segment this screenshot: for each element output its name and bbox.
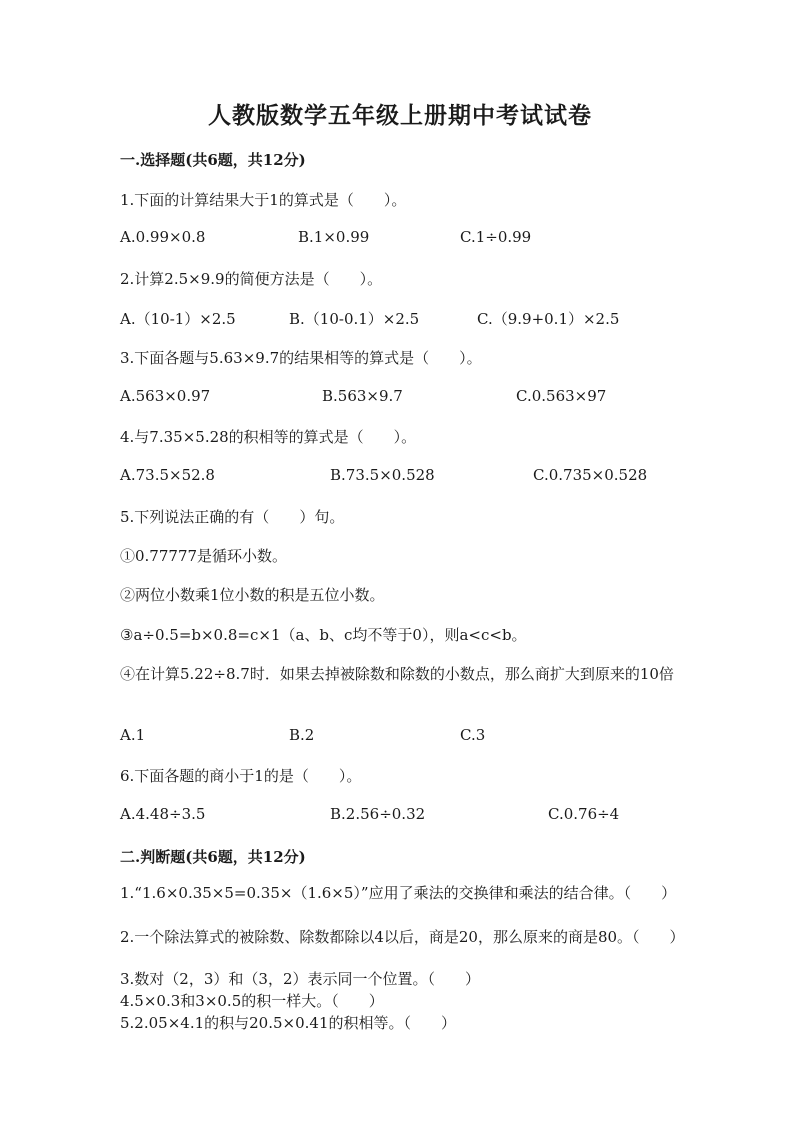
question-2-option-c: C.（9.9+0.1）×2.5: [477, 310, 620, 328]
question-5-statement-2: ②两位小数乘1位小数的积是五位小数。: [120, 586, 385, 604]
question-2: 2.计算2.5×9.9的简便方法是（ ）。: [120, 270, 383, 288]
section-heading-judgment: 二.判断题(共6题，共12分): [120, 848, 306, 866]
section-heading-choice: 一.选择题(共6题，共12分): [120, 151, 306, 169]
question-1: 1.下面的计算结果大于1的算式是（ ）。: [120, 191, 407, 209]
question-3-option-a: A.563×0.97: [120, 387, 211, 405]
question-1-option-a: A.0.99×0.8: [120, 228, 206, 246]
question-5: 5.下列说法正确的有（ ）句。: [120, 508, 345, 526]
question-6-option-b: B.2.56÷0.32: [330, 805, 426, 823]
question-2-option-a: A.（10-1）×2.5: [120, 310, 236, 328]
judgment-item-5: 5.2.05×4.1的积与20.5×0.41的积相等。（ ）: [120, 1014, 456, 1032]
page-title: 人教版数学五年级上册期中考试试卷: [208, 102, 592, 129]
judgment-item-3: 3.数对（2，3）和（3，2）表示同一个位置。（ ）: [120, 970, 480, 988]
question-1-option-c: C.1÷0.99: [460, 228, 532, 246]
question-4-option-b: B.73.5×0.528: [330, 466, 435, 484]
question-4: 4.与7.35×5.28的积相等的算式是（ ）。: [120, 428, 417, 446]
question-5-option-c: C.3: [460, 726, 486, 744]
judgment-item-2: 2.一个除法算式的被除数、除数都除以4以后，商是20，那么原来的商是80。（ ）: [120, 928, 685, 946]
question-3: 3.下面各题与5.63×9.7的结果相等的算式是（ ）。: [120, 349, 482, 367]
question-6-option-c: C.0.76÷4: [548, 805, 620, 823]
question-1-option-b: B.1×0.99: [298, 228, 370, 246]
question-5-option-a: A.1: [120, 726, 146, 744]
question-5-statement-3: ③a÷0.5=b×0.8=c×1（a、b、c均不等于0），则a<c<b。: [120, 626, 527, 644]
question-5-statement-4: ④在计算5.22÷8.7时．如果去掉被除数和除数的小数点，那么商扩大到原来的10倍: [120, 665, 674, 683]
judgment-item-1: 1.“1.6×0.35×5=0.35×（1.6×5）”应用了乘法的交换律和乘法的结合律。（ ）: [120, 884, 677, 902]
question-4-option-a: A.73.5×52.8: [120, 466, 215, 484]
question-6: 6.下面各题的商小于1的是（ ）。: [120, 767, 362, 785]
question-5-statement-1: ①0.77777是循环小数。: [120, 547, 288, 565]
question-2-option-b: B.（10-0.1）×2.5: [289, 310, 420, 328]
question-3-option-b: B.563×9.7: [322, 387, 403, 405]
question-3-option-c: C.0.563×97: [516, 387, 607, 405]
question-4-option-c: C.0.735×0.528: [533, 466, 648, 484]
judgment-item-4: 4.5×0.3和3×0.5的积一样大。（ ）: [120, 992, 384, 1010]
question-5-option-b: B.2: [289, 726, 315, 744]
question-6-option-a: A.4.48÷3.5: [120, 805, 206, 823]
